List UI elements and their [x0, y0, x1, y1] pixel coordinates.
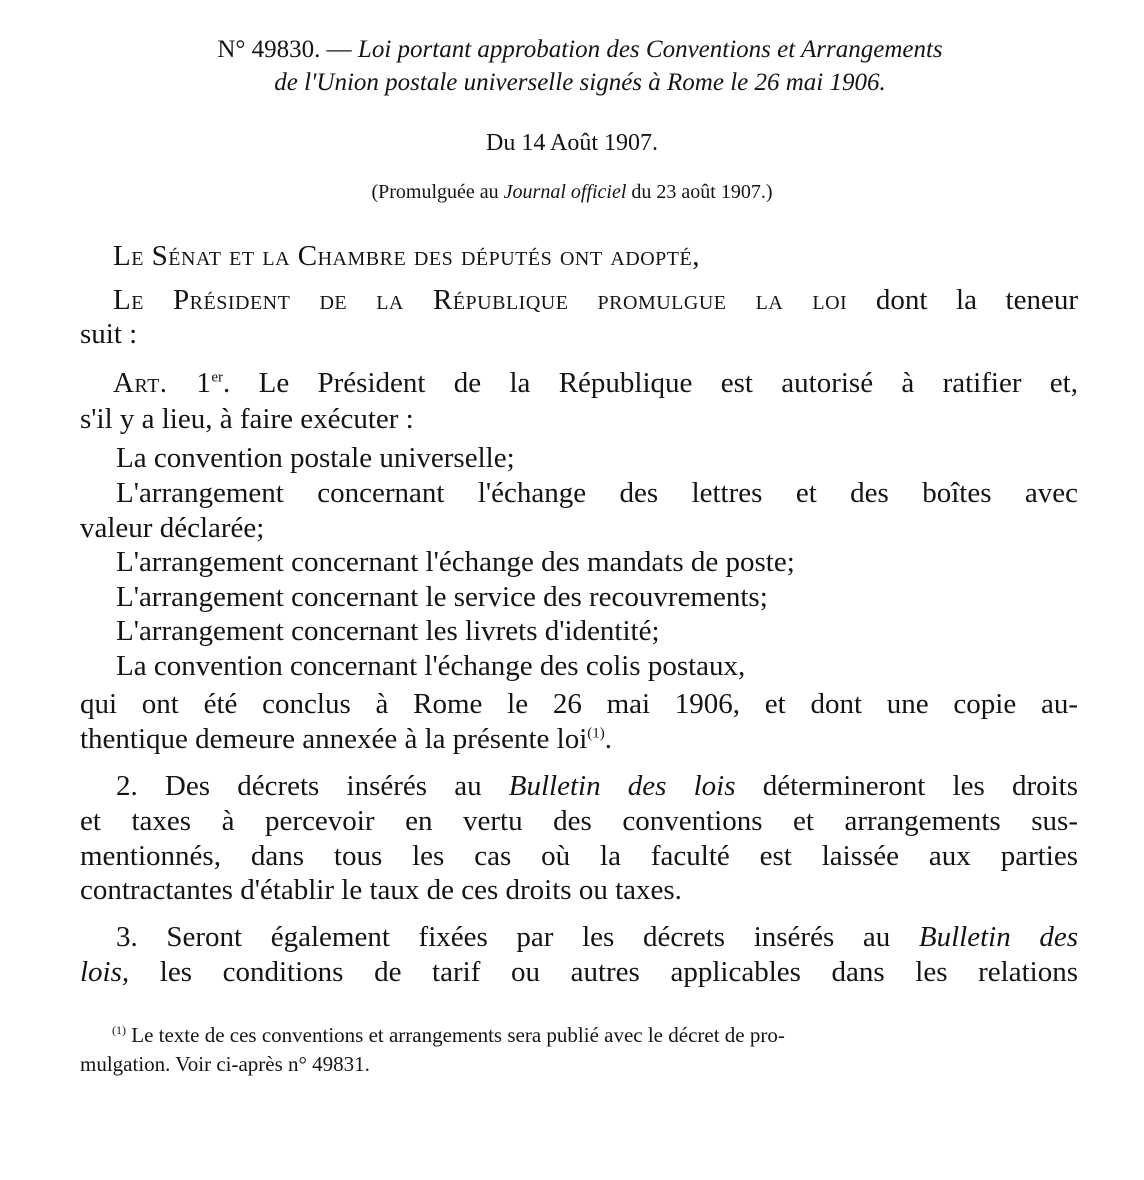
- article-1-closing-1: qui ont été conclus à Rome le 26 mai 1906, et dont une copie au-: [80, 688, 1078, 720]
- article-2-line-2: et taxes à percevoir en vertu des conventions et arrangements sus-: [80, 805, 1078, 837]
- preamble-line-3: suit :: [80, 318, 138, 350]
- article-1-item: La convention postale universelle;: [116, 442, 515, 474]
- article-3-lois: lois,: [80, 956, 130, 988]
- article-3-text-b: les conditions de tarif ou autres applicables dans les relations: [159, 956, 1078, 988]
- law-number: N° 49830. —: [217, 36, 352, 63]
- footnote-ref: (1): [587, 725, 605, 742]
- preamble-line-1: Le Sénat et la Chambre des députés ont adopté,: [113, 240, 700, 272]
- article-2-text-b: détermineront les droits: [762, 770, 1078, 802]
- article-2-line-3: mentionnés, dans tous les cas où la faculté est laissée aux parties: [80, 840, 1078, 872]
- footnote-text-1: Le texte de ces conventions et arrangements sera publié avec le décret de pro-: [131, 1023, 785, 1047]
- preamble-line-2: [113, 284, 1078, 316]
- article-3-text-a: 3. Seront également fixées par les décrets insérés au: [116, 921, 891, 953]
- preamble-sc-text: Le Président de la République promulgue la loi: [113, 284, 848, 316]
- article-1-closing-text: thentique demeure annexée à la présente loi: [80, 723, 588, 755]
- article-1-label-sup: er: [211, 369, 224, 386]
- article-2-text-a: 2. Des décrets insérés au: [116, 770, 482, 802]
- article-3-bulletin: Bulletin des: [918, 921, 1079, 953]
- law-date: Du 14 Août 1907.: [485, 130, 658, 156]
- article-3-line-2: [80, 956, 1078, 988]
- article-1-label: Art. 1: [113, 367, 212, 399]
- article-1-line-2: s'il y a lieu, à faire exécuter :: [80, 403, 414, 435]
- law-title-line-2: de l'Union postale universelle signés à Rome le 26 mai 1906.: [274, 69, 886, 96]
- footnote-line-2: mulgation. Voir ci-après n° 49831.: [80, 1052, 370, 1076]
- article-1-item: L'arrangement concernant l'échange des mandats de poste;: [116, 546, 795, 578]
- article-1-line-1: [113, 367, 1078, 399]
- law-title-text-1: Loi portant approbation des Conventions et Arrangements: [357, 36, 943, 63]
- article-1-item: valeur déclarée;: [80, 512, 265, 544]
- article-3-line-1: [116, 921, 1078, 953]
- article-1-item: L'arrangement concernant l'échange des lettres et des boîtes avec: [116, 477, 1078, 509]
- article-1-item: L'arrangement concernant les livrets d'identité;: [116, 615, 660, 647]
- article-2-line-1: [116, 770, 1078, 802]
- article-1-item: L'arrangement concernant le service des recouvrements;: [116, 581, 768, 613]
- article-2-bulletin: Bulletin des lois: [508, 770, 736, 802]
- law-title-line-1: [100, 34, 1060, 65]
- article-1-closing-2: [80, 723, 612, 755]
- article-1-text: . Le Président de la République est autorisé à ratifier et,: [223, 367, 1078, 399]
- journal-name: Journal officiel: [503, 181, 627, 203]
- footnote-marker: (1): [112, 1023, 126, 1037]
- article-2-line-4: contractantes d'établir le taux de ces droits ou taxes.: [80, 874, 682, 906]
- article-1-closing-end: .: [604, 723, 613, 755]
- promulgation-suffix: du 23 août 1907.): [631, 181, 773, 203]
- preamble-rest: dont la teneur: [875, 284, 1079, 316]
- promulgation-prefix: (Promulguée au: [371, 181, 499, 203]
- footnote-line-1: [112, 1022, 785, 1048]
- promulgation-note: [0, 181, 1144, 204]
- article-1-item: La convention concernant l'échange des colis postaux,: [116, 650, 746, 682]
